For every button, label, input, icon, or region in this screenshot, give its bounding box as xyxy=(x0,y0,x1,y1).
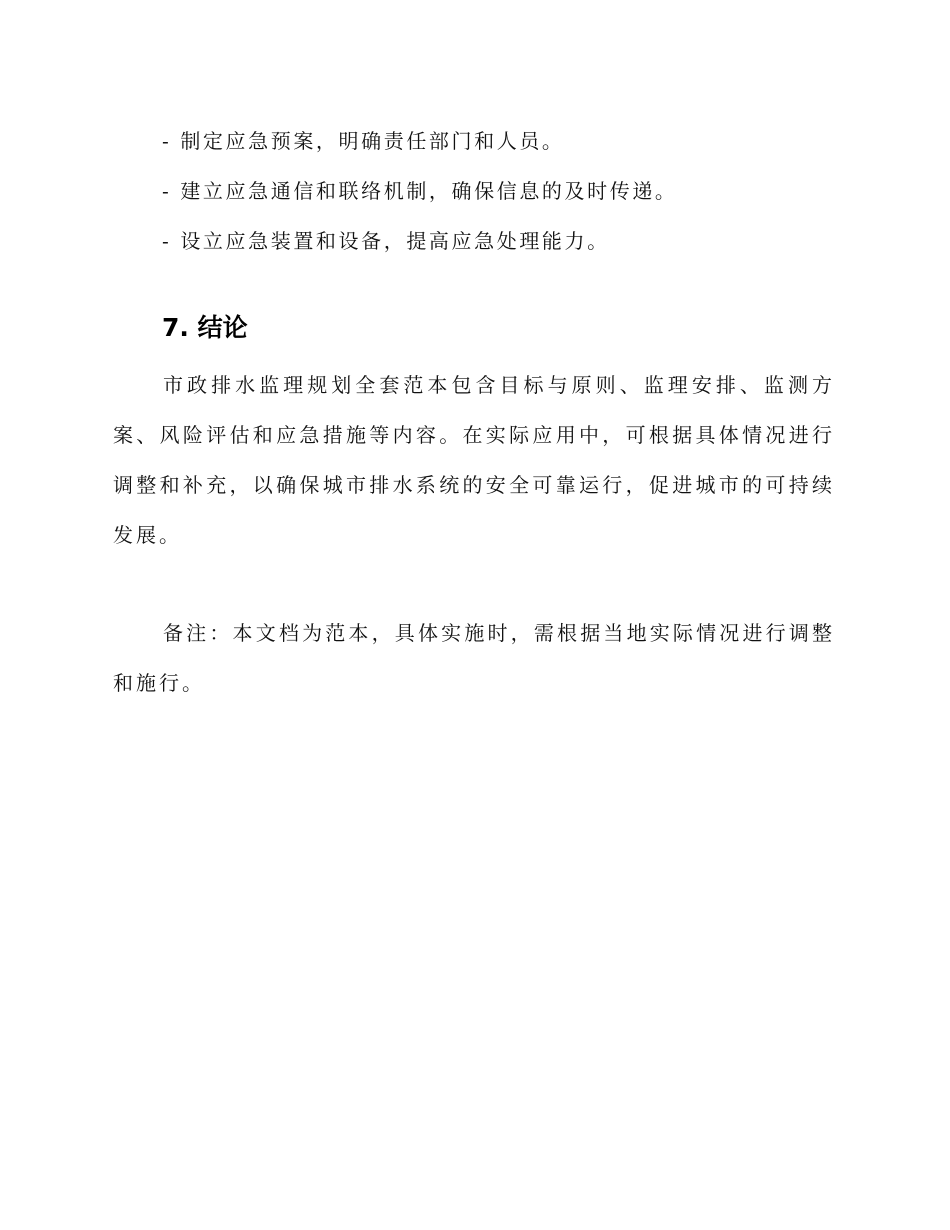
note-paragraph: 备注：本文档为范本，具体实施时，需根据当地实际情况进行调整和施行。 xyxy=(113,621,835,695)
list-item: - 建立应急通信和联络机制，确保信息的及时传递。 xyxy=(162,179,678,203)
section-heading-conclusion: 7. 结论 xyxy=(162,313,248,342)
list-item: - 设立应急装置和设备，提高应急处理能力。 xyxy=(162,229,610,253)
emergency-measures-list xyxy=(162,116,678,266)
list-item: - 制定应急预案，明确责任部门和人员。 xyxy=(162,129,565,153)
conclusion-paragraph: 市政排水监理规划全套范本包含目标与原则、监理安排、监测方案、风险评估和应急措施等内容。在实际应用中，可根据具体情况进行调整和补充，以确保城市排水系统的安全可靠运行，促进城市的可持续发展。 xyxy=(113,373,835,547)
